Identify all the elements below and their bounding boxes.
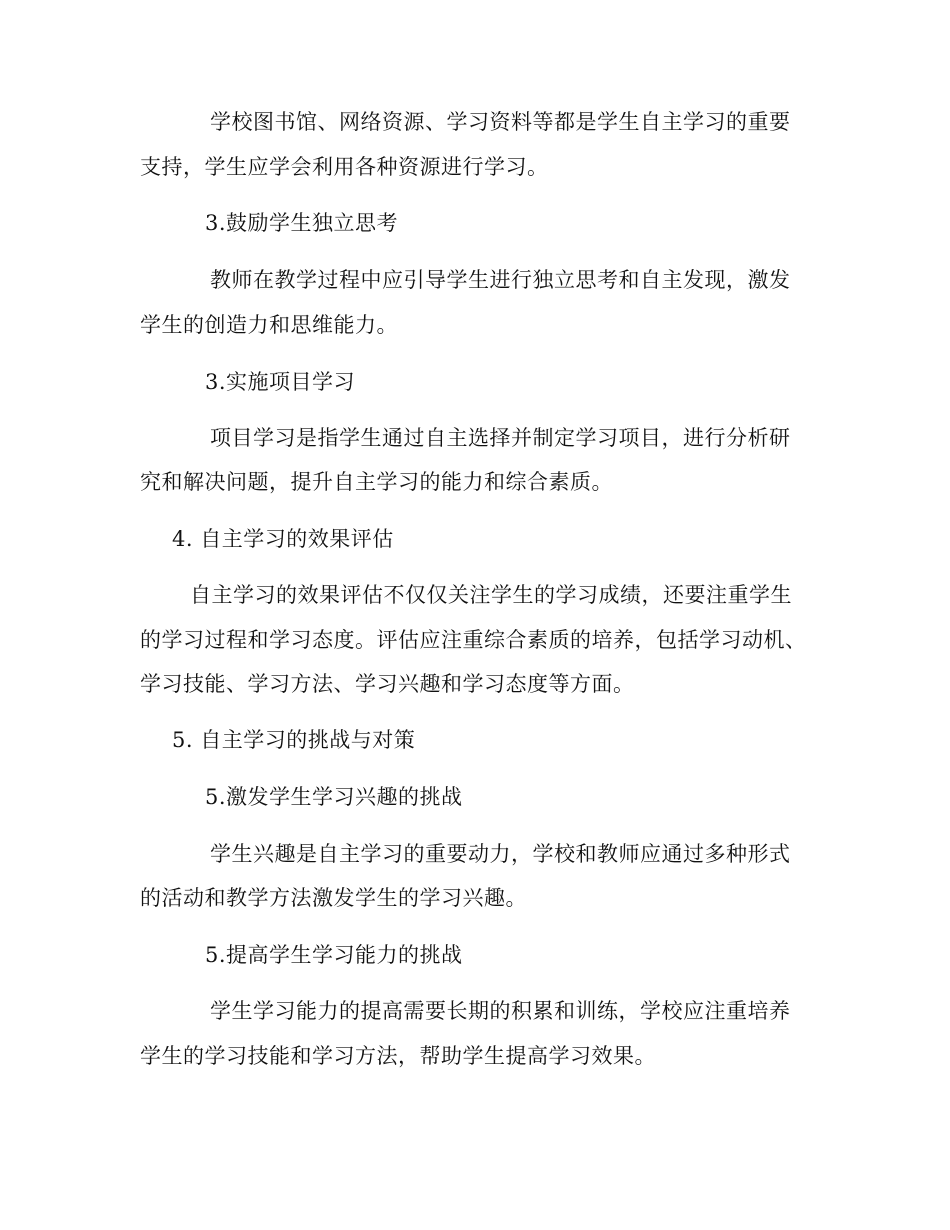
paragraph-line: 学生学习能力的提高需要长期的积累和训练，学校应注重培养 bbox=[210, 999, 791, 1023]
paragraph-line: 自主学习的效果评估不仅仅关注学生的学习成绩，还要注重学生 bbox=[190, 583, 792, 607]
paragraph-line: 究和解决问题，提升自主学习的能力和综合素质。 bbox=[140, 470, 613, 494]
paragraph-line: 学校图书馆、网络资源、学习资料等都是学生自主学习的重要 bbox=[210, 110, 791, 134]
paragraph-line: 的学习过程和学习态度。评估应注重综合素质的培养，包括学习动机、 bbox=[140, 628, 807, 652]
paragraph-line: 项目学习是指学生通过自主选择并制定学习项目，进行分析研 bbox=[210, 426, 791, 450]
section-subheading: 5.提高学生学习能力的挑战 bbox=[205, 943, 463, 967]
paragraph-line: 的活动和教学方法激发学生的学习兴趣。 bbox=[140, 886, 527, 910]
paragraph-line: 学生的学习技能和学习方法，帮助学生提高学习效果。 bbox=[140, 1044, 656, 1068]
paragraph-line: 学习技能、学习方法、学习兴趣和学习态度等方面。 bbox=[140, 672, 635, 696]
paragraph-line: 支持，学生应学会利用各种资源进行学习。 bbox=[140, 155, 549, 179]
section-subheading: 3.鼓励学生独立思考 bbox=[205, 211, 399, 235]
section-subheading: 5.激发学生学习兴趣的挑战 bbox=[205, 785, 463, 809]
paragraph-line: 学生兴趣是自主学习的重要动力，学校和教师应通过多种形式 bbox=[210, 842, 791, 866]
paragraph-line: 教师在教学过程中应引导学生进行独立思考和自主发现，激发 bbox=[210, 268, 791, 292]
section-subheading: 3.实施项目学习 bbox=[205, 370, 356, 394]
section-heading: 5. 自主学习的挑战与对策 bbox=[172, 728, 416, 752]
section-heading: 4. 自主学习的效果评估 bbox=[172, 527, 394, 551]
paragraph-line: 学生的创造力和思维能力。 bbox=[140, 313, 398, 337]
